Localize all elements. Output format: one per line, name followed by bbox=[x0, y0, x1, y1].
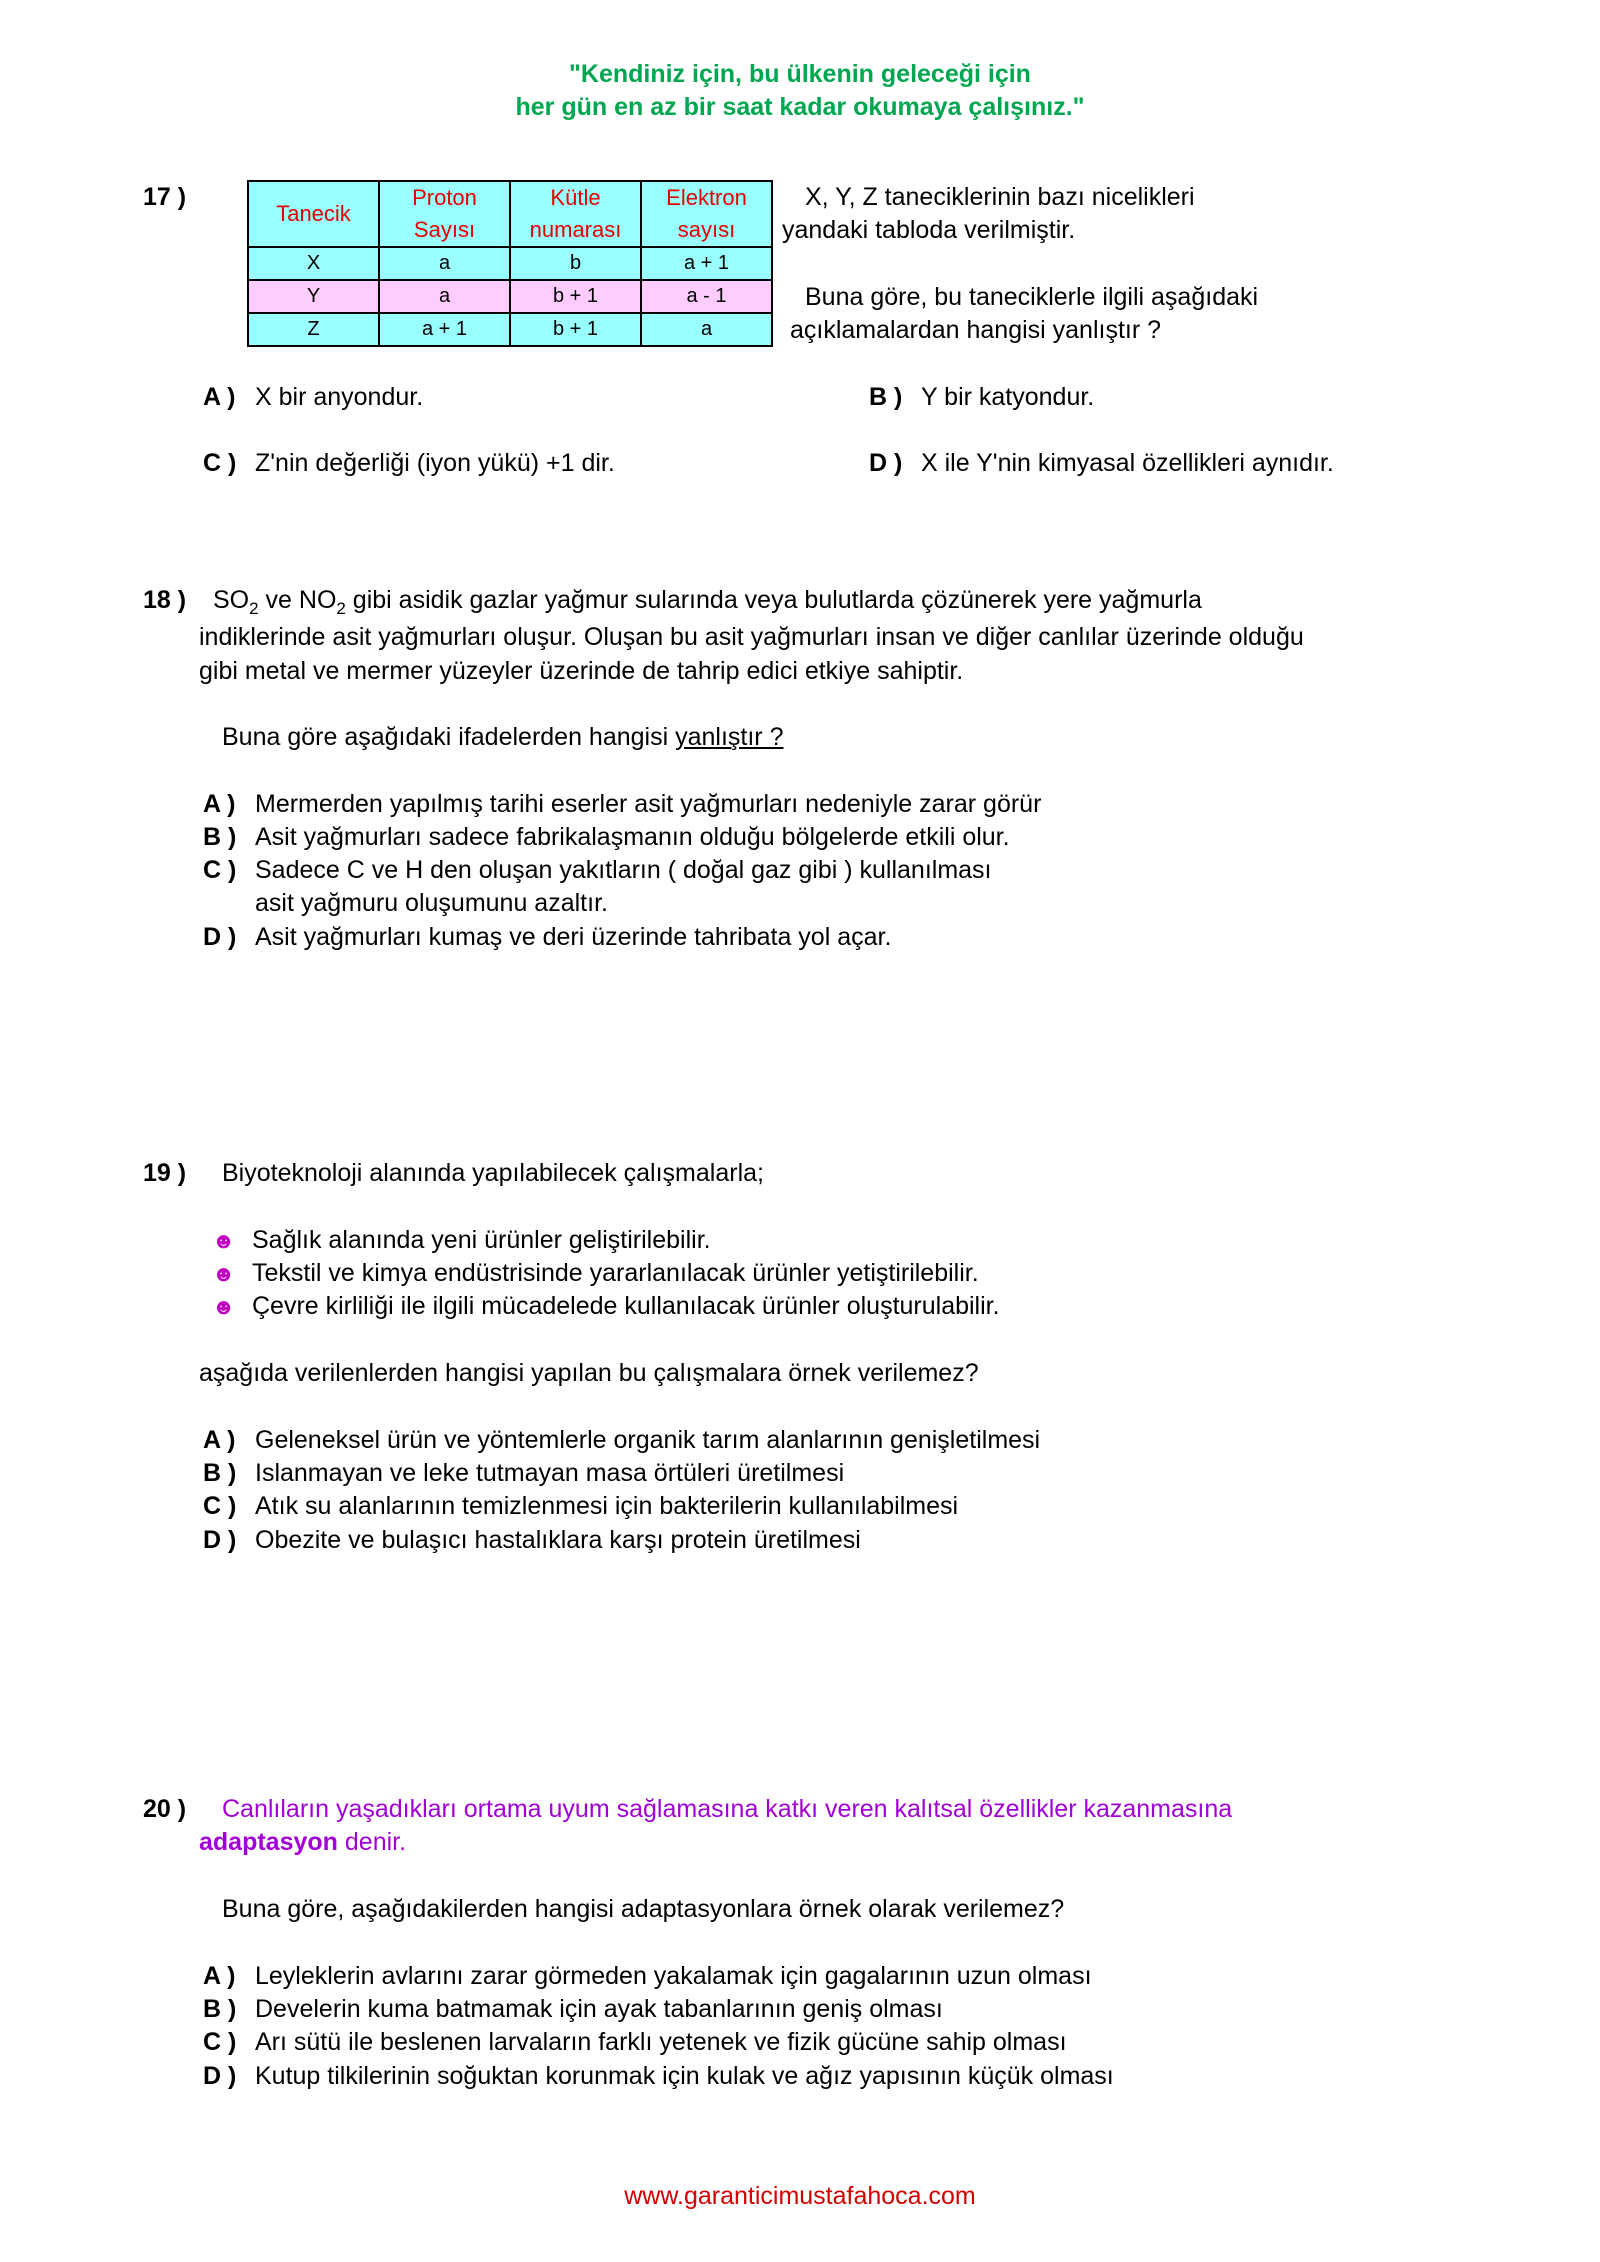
table-cell: a bbox=[379, 280, 510, 313]
q17-side-text-1b: yandaki tabloda verilmiştir. bbox=[782, 216, 1076, 244]
q20-definition-line-2: adaptasyon denir. bbox=[199, 1828, 407, 1856]
question-18-number: 18 ) bbox=[143, 586, 187, 614]
q20-question: Buna göre, aşağıdakilerden hangisi adaptasyonlara örnek olarak verilemez? bbox=[222, 1895, 1065, 1923]
table-cell: a bbox=[379, 247, 510, 280]
smiley-bullet-icon: ☻ bbox=[212, 1228, 236, 1253]
q19-bullet-2: ☻ Tekstil ve kimya endüstrisinde yararlanılacak ürünler yetiştirilebilir. bbox=[212, 1257, 979, 1290]
question-20-number: 20 ) bbox=[143, 1795, 187, 1823]
table-cell: a + 1 bbox=[379, 313, 510, 346]
table-header-cell: Tanecik bbox=[248, 181, 379, 247]
table-header-cell: Proton Sayısı bbox=[379, 181, 510, 247]
q18-option-c-cont: asit yağmuru oluşumunu azaltır. bbox=[255, 889, 608, 917]
question-17-number: 17 ) bbox=[143, 183, 187, 211]
q17-option-c[interactable]: C ) Z'nin değerliği (iyon yükü) +1 dir. bbox=[203, 449, 615, 477]
footer-website-link[interactable]: www.garanticimustafahoca.com bbox=[624, 2182, 976, 2210]
table-header-row bbox=[248, 181, 772, 247]
particle-table bbox=[247, 180, 773, 347]
q17-option-a[interactable]: A ) X bir anyondur. bbox=[203, 383, 424, 411]
q18-option-c[interactable]: C ) Sadece C ve H den oluşan yakıtların ( doğal gaz gibi ) kullanılması bbox=[203, 856, 992, 884]
q19-option-a[interactable]: A ) Geleneksel ürün ve yöntemlerle organik tarım alanlarının genişletilmesi bbox=[203, 1426, 1041, 1454]
q18-option-b[interactable]: B ) Asit yağmurları sadece fabrikalaşmanın olduğu bölgelerde etkili olur. bbox=[203, 823, 1010, 851]
table-row bbox=[248, 313, 772, 346]
q19-option-b[interactable]: B ) Islanmayan ve leke tutmayan masa örtüleri üretilmesi bbox=[203, 1459, 845, 1487]
q17-option-b[interactable]: B ) Y bir katyondur. bbox=[869, 383, 1095, 411]
q19-bullet-3: ☻ Çevre kirliliği ile ilgili mücadelede kullanılacak ürünler oluşturulabilir. bbox=[212, 1290, 1000, 1323]
q19-intro: Biyoteknoloji alanında yapılabilecek çalışmalarla; bbox=[222, 1159, 764, 1187]
table-row bbox=[248, 247, 772, 280]
table-cell: b bbox=[510, 247, 641, 280]
table-cell: a - 1 bbox=[641, 280, 772, 313]
q20-option-a[interactable]: A ) Leyleklerin avlarını zarar görmeden yakalamak için gagalarının uzun olması bbox=[203, 1962, 1092, 1990]
q18-line-3: gibi metal ve mermer yüzeyler üzerinde de tahrip edici etkiye sahiptir. bbox=[199, 657, 964, 685]
q19-bullet-1: ☻ Sağlık alanında yeni ürünler geliştirilebilir. bbox=[212, 1224, 711, 1257]
q19-option-d[interactable]: D ) Obezite ve bulaşıcı hastalıklara karşı protein üretilmesi bbox=[203, 1526, 861, 1554]
question-19-number: 19 ) bbox=[143, 1159, 187, 1187]
smiley-bullet-icon: ☻ bbox=[212, 1294, 236, 1319]
table-header-cell: Kütle numarası bbox=[510, 181, 641, 247]
q18-option-a[interactable]: A ) Mermerden yapılmış tarihi eserler asit yağmurları nedeniyle zarar görür bbox=[203, 790, 1042, 818]
table-row bbox=[248, 280, 772, 313]
table-cell: a + 1 bbox=[641, 247, 772, 280]
q19-question: aşağıda verilenlerden hangisi yapılan bu çalışmalara örnek verilemez? bbox=[199, 1359, 979, 1387]
motto-header bbox=[0, 58, 1600, 124]
q17-side-text-2a: Buna göre, bu taneciklerle ilgili aşağıdaki bbox=[805, 283, 1259, 311]
table-cell: Z bbox=[248, 313, 379, 346]
motto-line-1: "Kendiniz için, bu ülkenin geleceği için bbox=[569, 60, 1031, 88]
q20-option-d[interactable]: D ) Kutup tilkilerinin soğuktan korunmak için kulak ve ağız yapısının küçük olması bbox=[203, 2062, 1114, 2090]
table-cell: b + 1 bbox=[510, 280, 641, 313]
q18-option-d[interactable]: D ) Asit yağmurları kumaş ve deri üzerinde tahribata yol açar. bbox=[203, 923, 892, 951]
table-cell: a bbox=[641, 313, 772, 346]
q18-line-2: indiklerinde asit yağmurları oluşur. Oluşan bu asit yağmurları insan ve diğer canlılar üzerinde olduğu bbox=[199, 623, 1304, 651]
q17-side-text-1a: X, Y, Z taneciklerinin bazı nicelikleri bbox=[805, 183, 1195, 211]
q19-option-c[interactable]: C ) Atık su alanlarının temizlenmesi için bakterilerin kullanılabilmesi bbox=[203, 1492, 959, 1520]
table-cell: Y bbox=[248, 280, 379, 313]
q20-definition-line-1: Canlıların yaşadıkları ortama uyum sağlamasına katkı veren kalıtsal özellikler kazanmasına bbox=[222, 1795, 1233, 1823]
q17-option-d[interactable]: D ) X ile Y'nin kimyasal özellikleri aynıdır. bbox=[869, 449, 1334, 477]
q18-line-1: $SO_2$ ve $NO_2$ gibi asidik gazlar yağmur sularında veya bulutlarda çözünerek yere yağmurla bbox=[213, 586, 1202, 618]
q17-side-text-2b: açıklamalardan hangisi yanlıştır ? bbox=[790, 316, 1162, 344]
table-cell: X bbox=[248, 247, 379, 280]
q18-question: Buna göre aşağıdaki ifadelerden hangisi yanlıştır ? bbox=[222, 723, 784, 751]
table-header-cell: Elektron sayısı bbox=[641, 181, 772, 247]
smiley-bullet-icon: ☻ bbox=[212, 1261, 236, 1286]
table-cell: b + 1 bbox=[510, 313, 641, 346]
q20-option-b[interactable]: B ) Develerin kuma batmamak için ayak tabanlarının geniş olması bbox=[203, 1995, 943, 2023]
q20-option-c[interactable]: C ) Arı sütü ile beslenen larvaların farklı yetenek ve fizik gücüne sahip olması bbox=[203, 2028, 1067, 2056]
motto-line-2: her gün en az bir saat kadar okumaya çalışınız." bbox=[515, 93, 1085, 121]
